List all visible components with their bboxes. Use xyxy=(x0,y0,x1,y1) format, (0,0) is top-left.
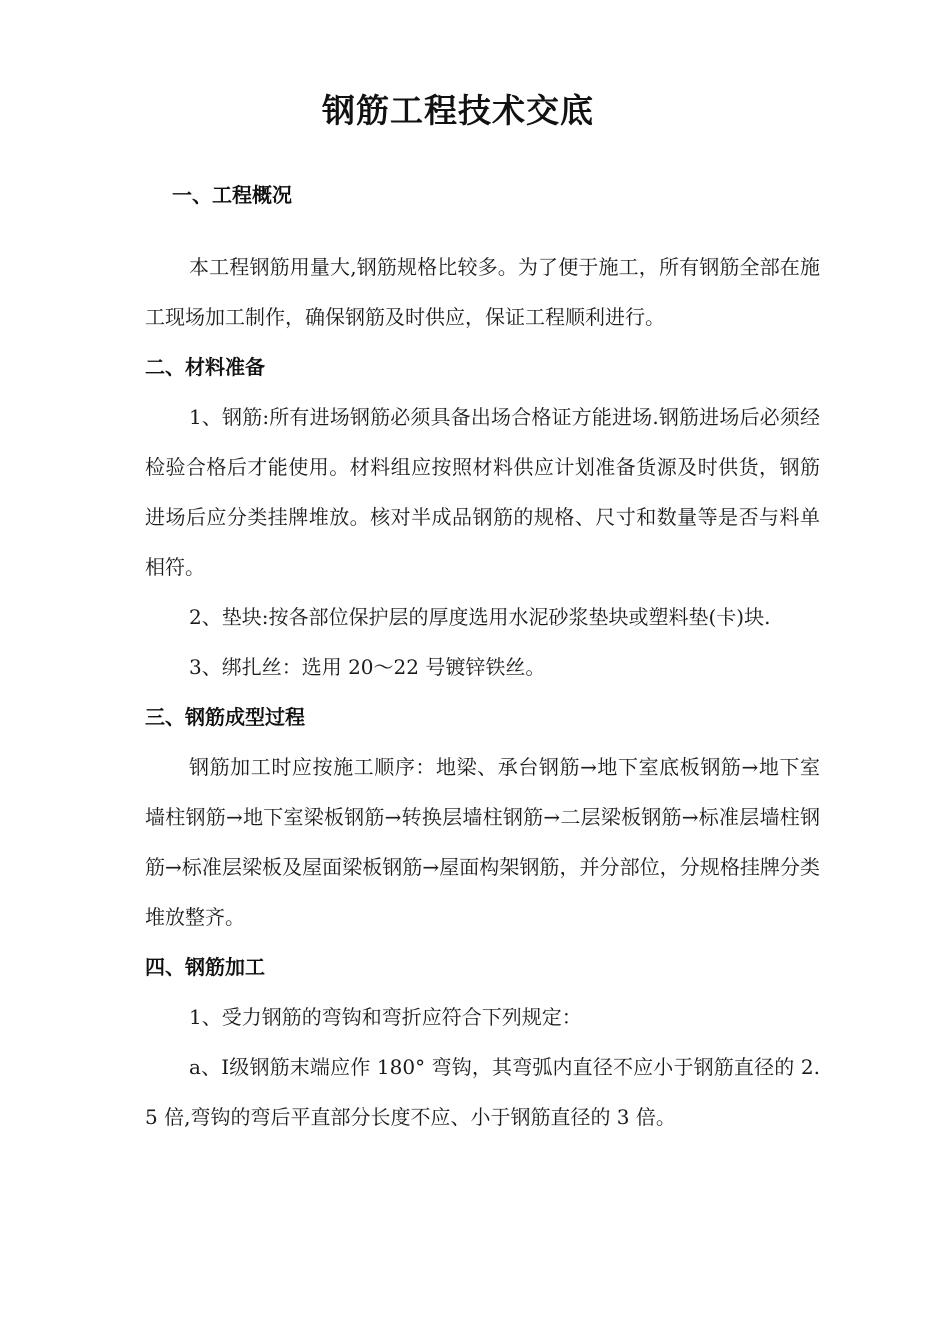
section-heading-forming-process: 三、钢筋成型过程 xyxy=(145,705,305,729)
document-title: 钢筋工程技术交底 xyxy=(322,91,594,130)
paragraph-overview: 本工程钢筋用量大,钢筋规格比较多。为了便于施工，所有钢筋全部在施工现场加工制作，确保钢筋及时供应，保证工程顺利进行。 xyxy=(145,255,820,329)
paragraph-materials-rebar: 1、钢筋:所有进场钢筋必须具备出场合格证方能进场.钢筋进场后必须经检验合格后才能使用。材料组应按照材料供应计划准备货源及时供货，钢筋进场后应分类挂牌堆放。核对半成品钢筋的规格、尺寸和数量等是否与料单相符。 xyxy=(145,405,820,579)
section-heading-materials: 二、材料准备 xyxy=(145,355,265,379)
section-heading-processing: 四、钢筋加工 xyxy=(145,955,265,979)
paragraph-processing-hook-a: a、Ⅰ级钢筋末端应作 180° 弯钩，其弯弧内直径不应小于钢筋直径的 2.5 倍,弯钩的弯后平直部分长度不应、小于钢筋直径的 3 倍。 xyxy=(145,1055,820,1129)
document-body xyxy=(145,170,820,1142)
paragraph-forming-process: 钢筋加工时应按施工顺序：地梁、承台钢筋→地下室底板钢筋→地下室墙柱钢筋→地下室梁板钢筋→转换层墙柱钢筋→二层梁板钢筋→标准层墙柱钢筋→标准层梁板及屋面梁板钢筋→屋面构架钢筋，并分部位，分规格挂牌分类堆放整齐。 xyxy=(145,755,820,929)
paragraph-materials-spacer-blocks: 2、垫块:按各部位保护层的厚度选用水泥砂浆垫块或塑料垫(卡)块. xyxy=(189,605,771,629)
paragraph-processing-rules: 1、受力钢筋的弯钩和弯折应符合下列规定： xyxy=(189,1005,582,1029)
spacer xyxy=(145,220,820,242)
paragraph-materials-tie-wire: 3、绑扎丝：选用 20～22 号镀锌铁丝。 xyxy=(189,655,546,679)
section-heading-overview: 一、工程概况 xyxy=(172,183,292,207)
